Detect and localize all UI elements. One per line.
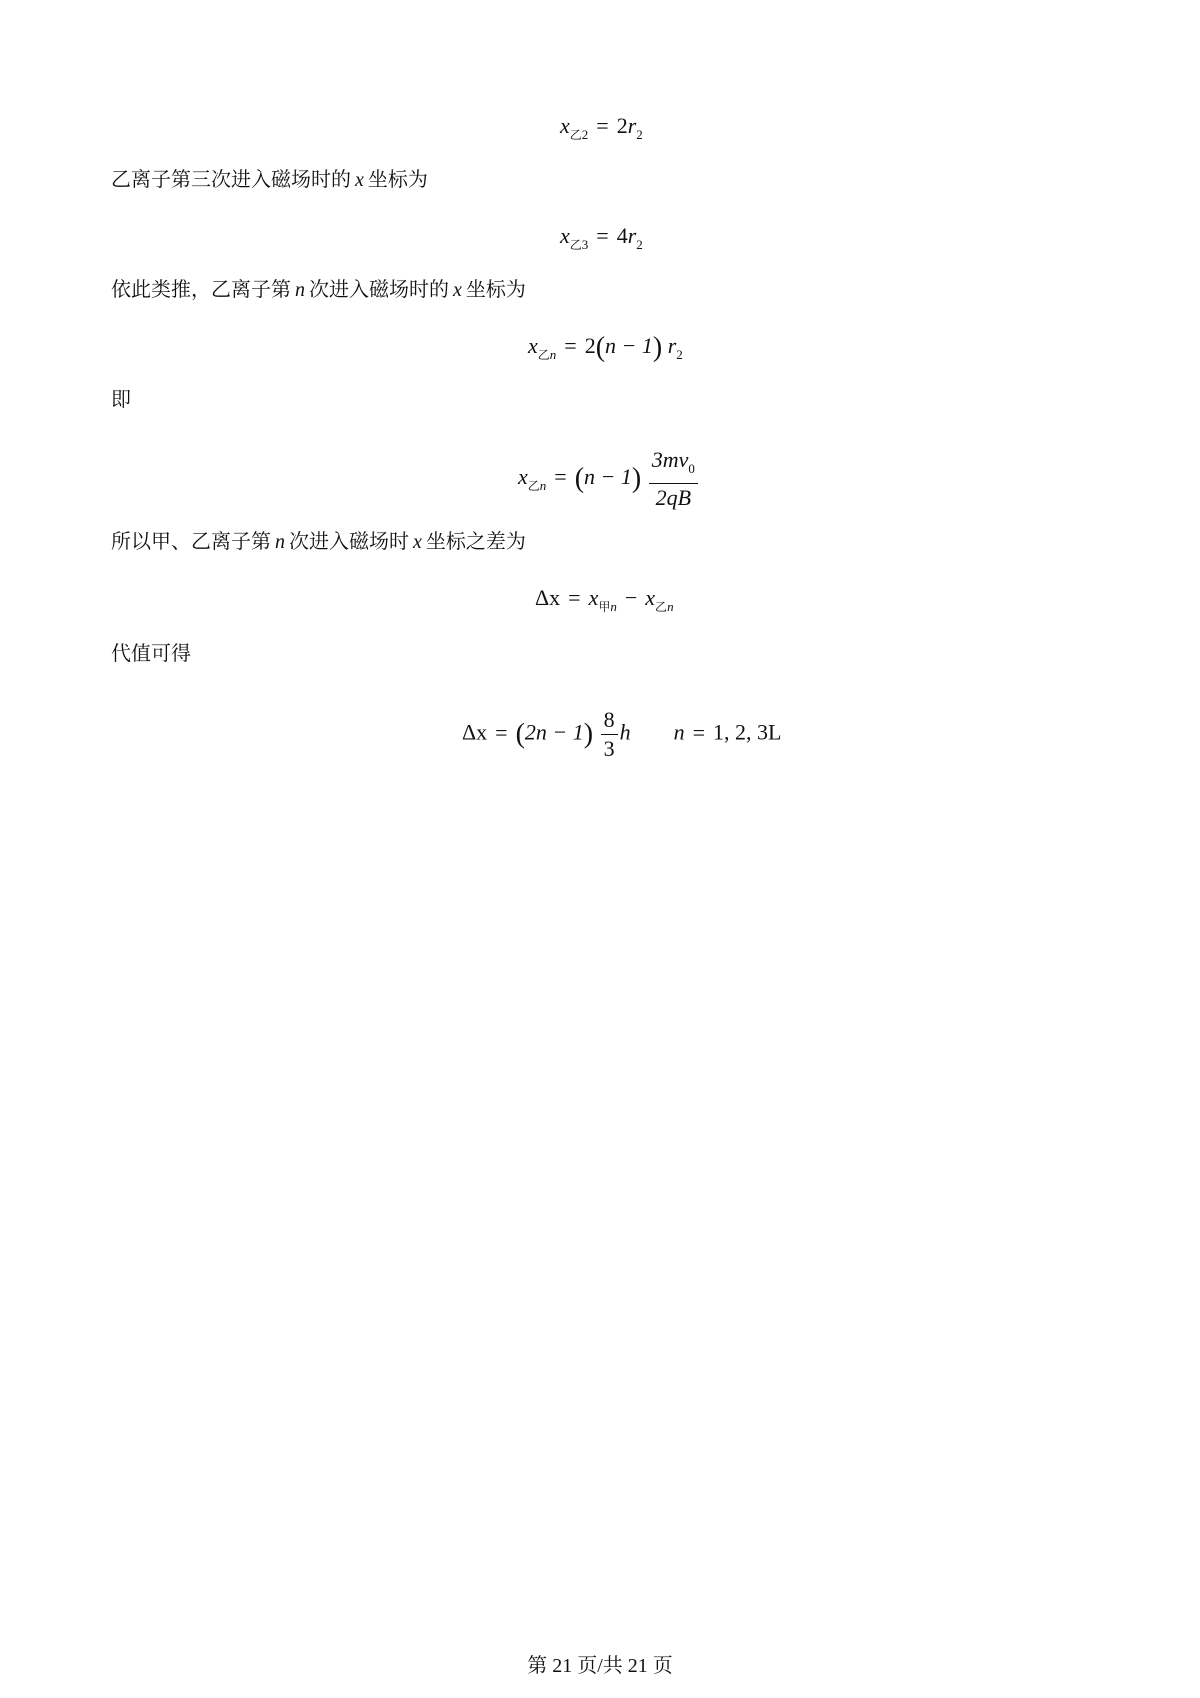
text-segment: 依此类推，乙离子第 <box>111 279 291 301</box>
text-segment: 次进入磁场时的 <box>309 279 449 301</box>
eq-sub: n <box>610 599 617 614</box>
equation-x-yi-n-expanded: $x_{乙n} = (n - 1)$ $\frac{3mv_0}{2qB}$ <box>518 448 700 510</box>
eq-sub: 2 <box>636 127 643 142</box>
eq-inner: n − 1 <box>605 333 653 358</box>
eq-sub: 2 <box>581 127 589 142</box>
eq-cond-values: 1, 2, 3L <box>713 719 782 745</box>
eq-lhs: Δx <box>462 719 488 745</box>
frac-numerator: 8 <box>601 708 618 735</box>
eq-coef: 4 <box>616 223 628 248</box>
eq-var: r <box>667 333 677 358</box>
frac-numerator: 3mv <box>651 447 689 472</box>
eq-sub-cn: 乙 <box>537 348 550 362</box>
eq-sub-cn: 乙 <box>569 238 582 252</box>
text-line-3 <box>111 386 131 414</box>
eq-coef: 2 <box>584 333 596 358</box>
inline-var: x <box>413 531 422 553</box>
eq-inner: n − 1 <box>584 464 632 490</box>
inline-var: x <box>355 169 364 191</box>
equation-delta-x-result: Δx = (2n − 1) $\frac{8}{3}$ h n = 1, 2, 3L <box>462 707 782 761</box>
eq-sub-cn: 甲 <box>598 600 611 614</box>
fraction <box>601 708 618 761</box>
eq-sub: 2 <box>676 347 683 362</box>
text-line-5 <box>111 640 191 668</box>
eq-sub-cn: 乙 <box>655 600 668 614</box>
equation-x-yi-n: $x_{乙n} = 2(n - 1)$ $r_2$ <box>528 332 683 363</box>
eq-var: x <box>588 585 599 610</box>
text-segment: 坐标为 <box>465 279 526 301</box>
text-line-2 <box>111 276 526 304</box>
eq-sub: n <box>667 599 674 614</box>
text-segment: 即 <box>111 389 131 411</box>
eq-lhs: Δx <box>535 585 561 610</box>
fraction <box>649 448 698 510</box>
eq-sub: 3 <box>581 237 589 252</box>
eq-var: x <box>560 113 570 138</box>
text-line-4 <box>111 528 526 556</box>
eq-var: x <box>518 464 528 490</box>
frac-denominator: 3 <box>603 736 615 761</box>
text-segment: 次进入磁场时 <box>289 531 409 553</box>
page-footer: 第 21 页/共 21 页 <box>527 1655 673 1677</box>
equation-x-yi-3: $x_{乙3} = 4r_2$ <box>560 223 643 252</box>
eq-sub-cn: 乙 <box>527 479 540 494</box>
frac-denominator: 2qB <box>655 485 692 510</box>
inline-var: n <box>275 531 285 553</box>
text-segment: 坐标之差为 <box>425 531 526 553</box>
eq-var: r <box>627 113 637 138</box>
eq-var: x <box>560 223 570 248</box>
text-segment: 代值可得 <box>111 643 191 665</box>
eq-sub: 2 <box>636 237 643 252</box>
eq-sub: n <box>549 347 557 362</box>
text-line-1 <box>111 166 428 194</box>
equation-delta-x: $\Delta x = x_{甲n} - x_{乙n}$ <box>535 585 674 614</box>
text-segment: 所以甲、乙离子第 <box>111 531 271 553</box>
equation-x-yi-2: $x_{乙2} = 2r_2$ <box>560 113 643 142</box>
eq-var: h <box>619 719 631 745</box>
inline-var: n <box>295 279 305 301</box>
eq-cond-var: n <box>673 719 685 745</box>
eq-var: x <box>645 585 656 610</box>
eq-sub: n <box>539 478 547 494</box>
eq-sub-cn: 乙 <box>569 128 582 142</box>
eq-var: x <box>528 333 538 358</box>
inline-var: x <box>453 279 462 301</box>
eq-sub: 0 <box>688 461 695 476</box>
text-segment: 坐标为 <box>367 169 428 191</box>
text-segment: 乙离子第三次进入磁场时的 <box>111 169 351 191</box>
eq-var: r <box>627 223 637 248</box>
eq-inner: 2n − 1 <box>524 719 584 745</box>
eq-coef: 2 <box>616 113 628 138</box>
